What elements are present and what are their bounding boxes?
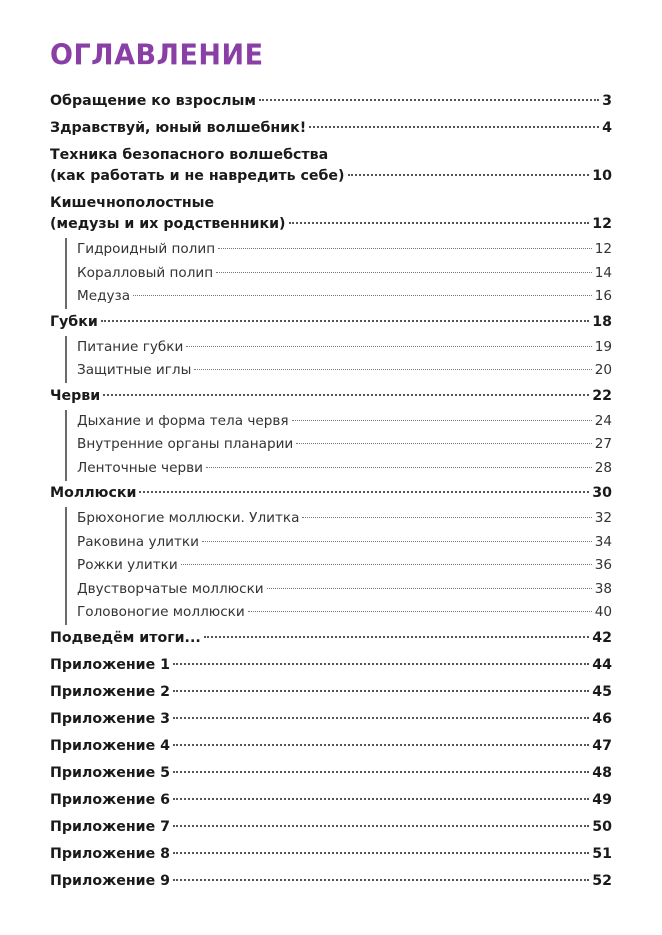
toc-entry-label: Приложение 7 bbox=[50, 818, 171, 835]
toc-entry-page-number: 12 bbox=[594, 241, 612, 257]
toc-subsection-entry[interactable] bbox=[50, 410, 612, 434]
leader-dots bbox=[248, 611, 592, 612]
toc-entry-label: Двустворчатые моллюски bbox=[77, 580, 264, 597]
leader-dots bbox=[139, 491, 589, 493]
subsection-rule bbox=[65, 410, 67, 481]
leader-dots bbox=[101, 320, 589, 322]
leader-dots bbox=[289, 222, 590, 224]
toc-entry-label: Приложение 4 bbox=[50, 737, 171, 754]
leader-dots bbox=[292, 420, 592, 421]
toc-section-entry[interactable] bbox=[50, 787, 612, 814]
leader-dots bbox=[173, 771, 589, 773]
toc-entry-label: Приложение 5 bbox=[50, 764, 171, 781]
leader-dots bbox=[173, 663, 589, 665]
leader-dots bbox=[216, 272, 592, 273]
toc-entry-page-number: 28 bbox=[594, 459, 612, 476]
toc-entry-page-number: 50 bbox=[592, 818, 612, 835]
leader-dots bbox=[202, 541, 592, 542]
toc-entry-page-number: 16 bbox=[594, 288, 612, 304]
toc-subsection-entry[interactable] bbox=[50, 238, 612, 262]
toc-entry-label: Приложение 9 bbox=[50, 872, 171, 889]
toc-entry-page-number: 20 bbox=[594, 362, 612, 378]
leader-dots bbox=[194, 369, 591, 370]
leader-dots bbox=[218, 248, 592, 249]
toc-entry-label: Дыхание и форма тела червя bbox=[77, 412, 289, 429]
toc-entry-label: Обращение ко взрослым bbox=[50, 93, 256, 109]
toc-subsection-entry[interactable] bbox=[50, 433, 612, 457]
toc-entry-label: Головоногие моллюски bbox=[77, 604, 245, 620]
toc-subsection-entry[interactable] bbox=[50, 457, 612, 481]
toc-entry-page-number: 36 bbox=[594, 557, 612, 573]
toc-entry-label: Медуза bbox=[77, 288, 131, 304]
toc-section-entry[interactable] bbox=[50, 868, 612, 895]
toc-subsection-entry[interactable] bbox=[50, 507, 612, 531]
toc-section-entry[interactable] bbox=[50, 142, 612, 190]
toc-section-entry[interactable] bbox=[50, 814, 612, 841]
toc-subsection-entry[interactable] bbox=[50, 359, 612, 383]
toc-entry-label: Защитные иглы bbox=[77, 362, 192, 378]
leader-dots bbox=[173, 798, 589, 800]
toc-subsection-entry[interactable] bbox=[50, 262, 612, 286]
toc-entry-label: Коралловый полип bbox=[77, 264, 214, 281]
toc-section-entry[interactable] bbox=[50, 706, 612, 733]
toc-entry-page-number: 52 bbox=[592, 872, 612, 889]
toc-entry-label: Губки bbox=[50, 313, 98, 330]
toc-entry-label: Внутренние органы планарии bbox=[77, 436, 294, 452]
toc-entry-label: Приложение 6 bbox=[50, 791, 171, 808]
leader-dots bbox=[204, 636, 590, 638]
leader-dots bbox=[267, 588, 592, 589]
toc-entry-page-number: 18 bbox=[592, 313, 612, 330]
toc-entry-page-number: 22 bbox=[592, 387, 612, 404]
toc-entry-page-number: 46 bbox=[592, 710, 612, 727]
toc-entry-label: Питание губки bbox=[77, 338, 184, 355]
toc-subsection-entry[interactable] bbox=[50, 336, 612, 360]
toc-section-entry[interactable] bbox=[50, 841, 612, 868]
subsection-rule bbox=[65, 336, 67, 383]
toc-entry-label: Приложение 2 bbox=[50, 683, 171, 700]
toc-entry-label-line1: Техника безопасного волшебства bbox=[50, 147, 329, 163]
leader-dots bbox=[173, 744, 589, 746]
toc-entry-label: Здравствуй, юный волшебник! bbox=[50, 120, 307, 136]
leader-dots bbox=[103, 394, 589, 396]
toc-entry-label: Гидроидный полип bbox=[77, 241, 216, 257]
toc-entry-page-number: 47 bbox=[592, 737, 612, 754]
leader-dots bbox=[206, 467, 592, 468]
toc-entry-page-number: 38 bbox=[594, 580, 612, 597]
page-title: ОГЛАВЛЕНИЕ bbox=[50, 39, 264, 72]
toc-entry-page-number: 44 bbox=[592, 656, 612, 673]
toc-section-entry[interactable] bbox=[50, 733, 612, 760]
toc-subsection-entry[interactable] bbox=[50, 601, 612, 625]
toc-entry-label: Черви bbox=[50, 387, 101, 404]
leader-dots bbox=[133, 295, 592, 296]
toc-entry-page-number: 48 bbox=[592, 764, 612, 781]
leader-dots bbox=[186, 346, 591, 347]
subsection-rule bbox=[65, 238, 67, 309]
toc-entry-page-number: 51 bbox=[592, 845, 612, 862]
table-of-contents bbox=[50, 88, 612, 895]
toc-entry-page-number: 19 bbox=[594, 338, 612, 355]
toc-entry-page-number: 49 bbox=[592, 791, 612, 808]
toc-entry-page-number: 14 bbox=[594, 264, 612, 281]
leader-dots bbox=[173, 690, 589, 692]
toc-section-entry[interactable] bbox=[50, 190, 612, 238]
toc-entry-label: Моллюски bbox=[50, 485, 137, 501]
toc-entry-page-number: 12 bbox=[592, 216, 612, 232]
toc-subsection-entry[interactable] bbox=[50, 554, 612, 578]
toc-entry-label: (медузы и их родственники) bbox=[50, 216, 286, 232]
toc-entry-page-number: 45 bbox=[592, 683, 612, 700]
toc-section-entry[interactable] bbox=[50, 625, 612, 652]
leader-dots bbox=[181, 564, 592, 565]
toc-entry-label: Брюхоногие моллюски. Улитка bbox=[77, 510, 300, 526]
toc-entry-label: Приложение 1 bbox=[50, 656, 171, 673]
leader-dots bbox=[173, 879, 589, 881]
leader-dots bbox=[173, 717, 589, 719]
toc-entry-page-number: 10 bbox=[592, 168, 612, 184]
toc-entry-label: Раковина улитки bbox=[77, 533, 199, 550]
toc-subsection-entry[interactable] bbox=[50, 285, 612, 309]
toc-entry-label: Рожки улитки bbox=[77, 557, 178, 573]
leader-dots bbox=[302, 517, 591, 518]
toc-entry-label: Приложение 8 bbox=[50, 845, 171, 862]
toc-section-entry[interactable] bbox=[50, 383, 612, 410]
toc-entry-page-number: 34 bbox=[594, 533, 612, 550]
toc-entry-label: Приложение 3 bbox=[50, 710, 171, 727]
subsection-rule bbox=[65, 507, 67, 625]
toc-entry-page-number: 30 bbox=[592, 485, 612, 501]
toc-section-entry[interactable] bbox=[50, 679, 612, 706]
toc-entry-label: (как работать и не навредить себе) bbox=[50, 168, 345, 184]
toc-entry-label-line1: Кишечнополостные bbox=[50, 195, 215, 211]
toc-entry-page-number: 27 bbox=[594, 436, 612, 452]
toc-entry-label: Ленточные черви bbox=[77, 459, 203, 476]
toc-section-entry[interactable] bbox=[50, 480, 612, 507]
leader-dots bbox=[259, 99, 599, 101]
toc-subsection-entry[interactable] bbox=[50, 578, 612, 602]
toc-entry-page-number: 4 bbox=[602, 120, 612, 136]
leader-dots bbox=[173, 852, 589, 854]
toc-section-entry[interactable] bbox=[50, 309, 612, 336]
toc-subsection-entry[interactable] bbox=[50, 531, 612, 555]
toc-entry-page-number: 3 bbox=[602, 93, 612, 109]
toc-section-entry[interactable] bbox=[50, 88, 612, 115]
toc-entry-page-number: 32 bbox=[594, 510, 612, 526]
toc-section-entry[interactable] bbox=[50, 115, 612, 142]
toc-entry-page-number: 24 bbox=[594, 412, 612, 429]
toc-section-entry[interactable] bbox=[50, 760, 612, 787]
toc-section-entry[interactable] bbox=[50, 652, 612, 679]
leader-dots bbox=[348, 174, 590, 176]
leader-dots bbox=[173, 825, 589, 827]
leader-dots bbox=[309, 126, 599, 128]
toc-entry-label: Подведём итоги... bbox=[50, 629, 201, 646]
leader-dots bbox=[296, 443, 591, 444]
toc-entry-page-number: 40 bbox=[594, 604, 612, 620]
toc-entry-page-number: 42 bbox=[592, 629, 612, 646]
